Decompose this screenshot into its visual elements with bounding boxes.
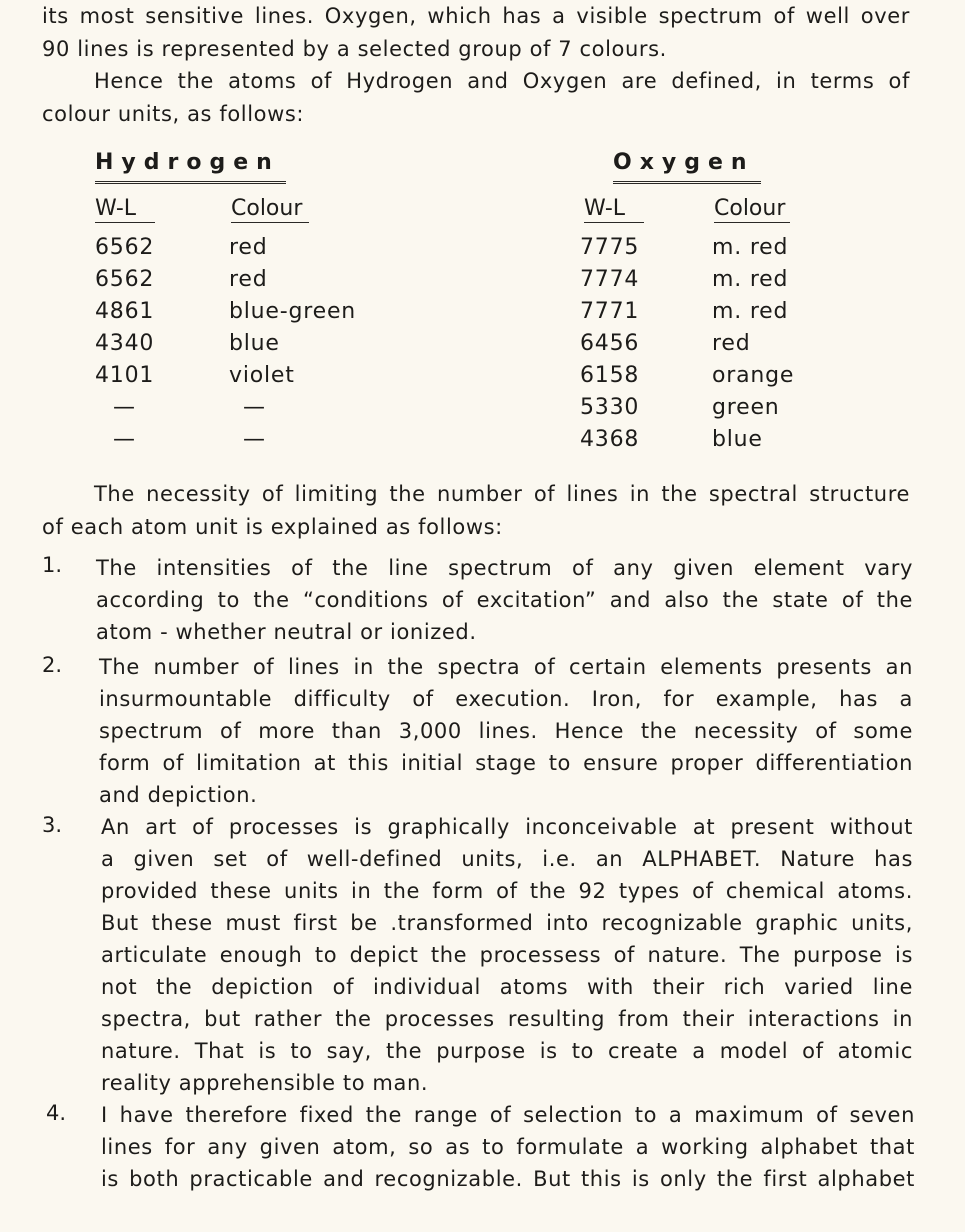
oxygen-wl-cell: 5330 bbox=[580, 395, 640, 420]
list-item-line: provided these units in the form of the 92 types of chemical atoms. bbox=[101, 879, 913, 903]
oxygen-colour-cell: m. red bbox=[712, 235, 789, 260]
oxygen-wl-cell: 6158 bbox=[580, 363, 640, 388]
list-item bbox=[101, 811, 913, 1099]
list-item-line: I have therefore fixed the range of selection to a maximum of seven bbox=[101, 1103, 915, 1127]
list-item-line: nature. That is to say, the purpose is to create a model of atomic bbox=[101, 1039, 913, 1063]
hydrogen-colour-cell: — bbox=[243, 427, 266, 452]
list-item-number: 4. bbox=[46, 1101, 67, 1125]
intro-line: colour units, as follows: bbox=[42, 101, 305, 126]
oxygen-wl-cell: 7775 bbox=[580, 235, 640, 260]
list-item-line: But these must first be .transformed into recognizable graphic units, bbox=[101, 911, 913, 935]
hydrogen-colour-cell: red bbox=[229, 235, 268, 260]
hydrogen-wl-cell: 6562 bbox=[95, 235, 155, 260]
hydrogen-wl-cell: 4861 bbox=[95, 299, 155, 324]
hydrogen-wl-header: W-L bbox=[95, 196, 155, 223]
oxygen-wl-cell: 7774 bbox=[580, 267, 640, 292]
hydrogen-colour-cell: blue-green bbox=[229, 299, 357, 324]
list-item-line: is both practicable and recognizable. But this is only the first alphabet bbox=[101, 1167, 915, 1191]
oxygen-colour-cell: m. red bbox=[712, 299, 789, 324]
oxygen-colour-cell: orange bbox=[712, 363, 795, 388]
list-item-line: spectra, but rather the processes resulting from their interactions in bbox=[101, 1007, 913, 1031]
list-item-line: articulate enough to depict the processess of nature. The purpose is bbox=[101, 943, 913, 967]
hydrogen-colour-header: Colour bbox=[231, 196, 309, 223]
list-item-line: The number of lines in the spectra of certain elements presents an bbox=[99, 655, 913, 679]
list-item-number: 1. bbox=[42, 553, 63, 577]
list-item-number: 3. bbox=[42, 813, 63, 837]
necessity-line: of each atom unit is explained as follows: bbox=[42, 514, 503, 539]
oxygen-wl-cell: 7771 bbox=[580, 299, 640, 324]
oxygen-colour-cell: m. red bbox=[712, 267, 789, 292]
intro-line: 90 lines is represented by a selected group of 7 colours. bbox=[42, 36, 667, 61]
list-item bbox=[99, 651, 913, 811]
oxygen-wl-cell: 4368 bbox=[580, 427, 640, 452]
list-item bbox=[96, 552, 913, 648]
list-item-line: not the depiction of individual atoms with their rich varied line bbox=[101, 975, 913, 999]
hydrogen-wl-cell: 4340 bbox=[95, 331, 155, 356]
necessity-paragraph bbox=[42, 478, 910, 543]
list-item-line: a given set of well-defined units, i.e. an ALPHABET. Nature has bbox=[101, 847, 913, 871]
list-item-line: atom - whether neutral or ionized. bbox=[96, 620, 477, 644]
hydrogen-wl-cell: — bbox=[113, 427, 136, 452]
oxygen-wl-cell: 6456 bbox=[580, 331, 640, 356]
list-item-line: The intensities of the line spectrum of any given element vary bbox=[96, 556, 913, 580]
oxygen-wl-header: W-L bbox=[584, 196, 644, 223]
intro-line: its most sensitive lines. Oxygen, which has a visible spectrum of well over bbox=[42, 4, 910, 28]
list-item-line: spectrum of more than 3,000 lines. Hence the necessity of some bbox=[99, 719, 913, 743]
oxygen-colour-cell: blue bbox=[712, 427, 763, 452]
intro-paragraph bbox=[42, 0, 910, 130]
list-item-line: and depiction. bbox=[99, 783, 258, 807]
list-item-line: insurmountable difficulty of execution. Iron, for example, has a bbox=[99, 687, 913, 711]
hydrogen-wl-cell: — bbox=[113, 395, 136, 420]
oxygen-table bbox=[580, 150, 840, 460]
oxygen-colour-cell: green bbox=[712, 395, 780, 420]
oxygen-colour-header: Colour bbox=[714, 196, 790, 223]
hydrogen-wl-cell: 6562 bbox=[95, 267, 155, 292]
necessity-line: The necessity of limiting the number of lines in the spectral structure bbox=[94, 482, 910, 506]
hydrogen-colour-cell: — bbox=[243, 395, 266, 420]
list-item-number: 2. bbox=[42, 653, 63, 677]
list-item bbox=[101, 1099, 915, 1195]
list-item-line: form of limitation at this initial stage to ensure proper differentiation bbox=[99, 751, 913, 775]
list-item-line: according to the “conditions of excitation” and also the state of the bbox=[96, 588, 913, 612]
hydrogen-title: Hydrogen bbox=[95, 150, 286, 184]
oxygen-title: Oxygen bbox=[613, 150, 761, 184]
list-item-line: reality apprehensible to man. bbox=[101, 1071, 429, 1095]
hydrogen-table bbox=[95, 150, 355, 460]
hydrogen-colour-cell: blue bbox=[229, 331, 280, 356]
hydrogen-wl-cell: 4101 bbox=[95, 363, 155, 388]
intro-line: Hence the atoms of Hydrogen and Oxygen are defined, in terms of bbox=[94, 69, 910, 93]
oxygen-colour-cell: red bbox=[712, 331, 751, 356]
hydrogen-colour-cell: violet bbox=[229, 363, 295, 388]
list-item-line: lines for any given atom, so as to formulate a working alphabet that bbox=[101, 1135, 915, 1159]
list-item-line: An art of processes is graphically inconceivable at present without bbox=[101, 815, 913, 839]
hydrogen-colour-cell: red bbox=[229, 267, 268, 292]
